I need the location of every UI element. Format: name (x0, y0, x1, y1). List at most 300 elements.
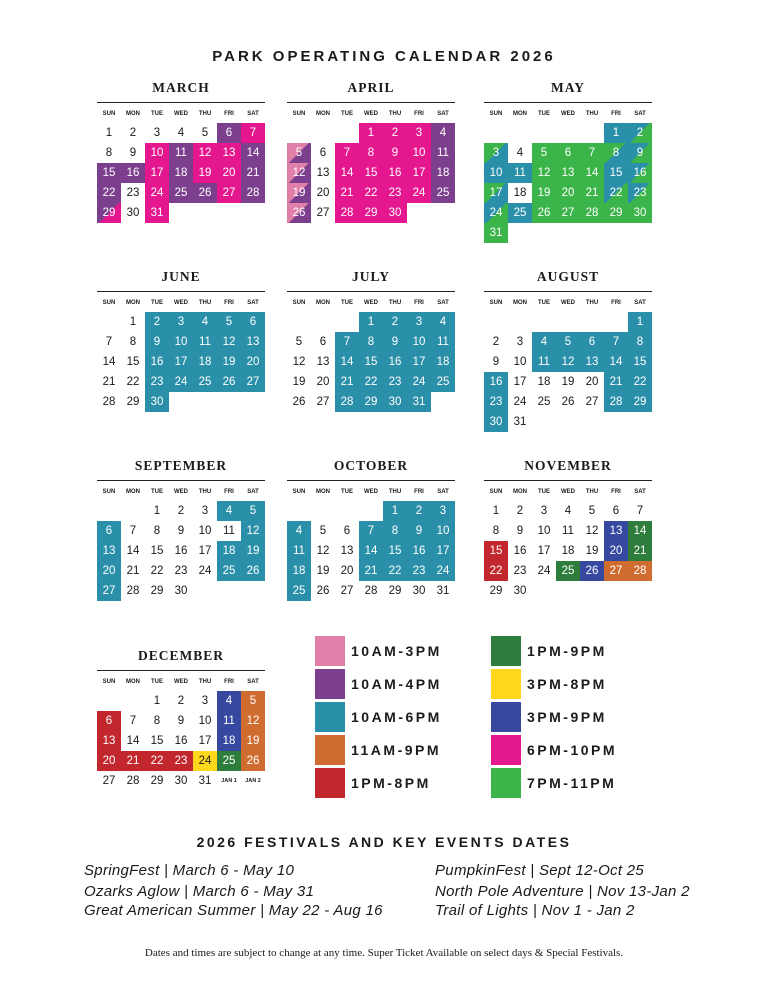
day-cell: 3 (431, 501, 455, 521)
day-cell: 25 (169, 183, 193, 203)
day-cell: 1 (492, 505, 500, 517)
day-cell: 29 (126, 396, 140, 408)
day-cell: 19 (241, 541, 265, 561)
day-cell: 4 (217, 691, 241, 711)
day-cell: 8 (604, 143, 628, 163)
day-cell: 5 (532, 143, 556, 163)
day-cell: 2 (145, 312, 169, 332)
day-cell: 24 (513, 396, 527, 408)
day-cell: 19 (217, 352, 241, 372)
day-cell: 16 (407, 541, 431, 561)
day-cell: 17 (407, 352, 431, 372)
legend-swatch (491, 735, 521, 765)
day-cell: 28 (580, 203, 604, 223)
weekday-header: FRI (611, 300, 621, 306)
legend-swatch (491, 669, 521, 699)
month-september (97, 458, 265, 601)
weekday-header: MON (316, 111, 330, 117)
day-cell: 13 (604, 521, 628, 541)
legend-swatch (315, 702, 345, 732)
day-cell: 18 (169, 163, 193, 183)
day-cell: 26 (287, 203, 311, 223)
day-cell: 12 (532, 163, 556, 183)
weekday-header: FRI (414, 300, 424, 306)
day-cell: 1 (105, 127, 113, 139)
day-cell: 26 (580, 561, 604, 581)
day-cell: 8 (628, 332, 652, 352)
day-cell: 4 (564, 505, 572, 517)
month-name: OCTOBER (333, 458, 409, 473)
day-cell: 24 (537, 565, 551, 577)
day-cell: 16 (513, 545, 527, 557)
day-cell: 30 (383, 392, 407, 412)
day-cell: 10 (198, 715, 212, 727)
day-cell: 25 (431, 372, 455, 392)
day-cell: 4 (193, 312, 217, 332)
legend-swatch (491, 702, 521, 732)
day-cell: 18 (217, 541, 241, 561)
day-cell: 22 (484, 561, 508, 581)
day-cell: 27 (217, 183, 241, 203)
day-cell: 11 (562, 525, 574, 537)
day-cell: 16 (484, 372, 508, 392)
day-cell: 26 (561, 396, 575, 408)
legend-label: 11AM-9PM (351, 742, 442, 758)
day-cell: 27 (585, 396, 599, 408)
month-days (97, 109, 265, 223)
day-cell: 18 (431, 163, 455, 183)
month-divider (97, 291, 265, 292)
weekday-header: MON (513, 111, 527, 117)
day-cell: 3 (484, 143, 508, 163)
day-cell: 14 (580, 163, 604, 183)
day-cell: 1 (604, 123, 628, 143)
weekday-header: WED (561, 489, 575, 495)
month-divider (97, 480, 265, 481)
day-cell: 2 (177, 505, 185, 517)
weekday-header: TUE (151, 679, 163, 685)
day-cell: 1 (153, 695, 161, 707)
day-cell: 11 (431, 143, 455, 163)
weekday-header: THU (388, 300, 402, 306)
day-cell: 20 (241, 352, 265, 372)
weekday-header: FRI (414, 111, 424, 117)
day-cell: 14 (102, 356, 116, 368)
day-cell: 30 (513, 585, 527, 597)
weekday-header: SAT (634, 489, 646, 495)
day-cell: 8 (129, 336, 137, 348)
day-cell: 13 (97, 731, 121, 751)
weekday-header: THU (388, 111, 402, 117)
legend-swatch (315, 669, 345, 699)
day-cell: 1 (628, 312, 652, 332)
weekday-header: WED (561, 300, 575, 306)
day-cell: 16 (145, 352, 169, 372)
event-pumpkinfest: PumpkinFest | Sept 12-Oct 25 (435, 862, 645, 879)
day-cell: 7 (604, 332, 628, 352)
month-divider (484, 102, 652, 103)
day-cell: 20 (316, 187, 330, 199)
day-cell: 11 (532, 352, 556, 372)
day-cell: 13 (217, 143, 241, 163)
weekday-header: MON (126, 489, 140, 495)
weekday-header: WED (174, 111, 188, 117)
day-cell: 13 (241, 332, 265, 352)
day-cell: 6 (319, 147, 327, 159)
day-cell: 27 (316, 207, 330, 219)
weekday-header: FRI (611, 111, 621, 117)
weekday-header: THU (198, 489, 212, 495)
day-cell: 16 (121, 163, 145, 183)
weekday-header: TUE (538, 489, 550, 495)
month-divider (484, 480, 652, 481)
month-april (287, 80, 455, 223)
day-cell: 22 (359, 183, 383, 203)
day-cell: 5 (588, 505, 596, 517)
day-cell: 2 (492, 336, 500, 348)
weekday-header: THU (585, 111, 599, 117)
day-cell: 17 (198, 545, 212, 557)
day-cell: 29 (489, 585, 503, 597)
weekday-header: FRI (611, 489, 621, 495)
day-cell: 16 (383, 163, 407, 183)
weekday-header: THU (198, 111, 212, 117)
day-cell: 25 (287, 581, 311, 601)
weekday-header: SUN (292, 489, 306, 495)
next-year-day-cell: JAN 2 (245, 778, 261, 784)
weekday-header: SAT (634, 300, 646, 306)
day-cell: 28 (335, 203, 359, 223)
day-cell: 29 (97, 203, 121, 223)
day-cell: 27 (97, 581, 121, 601)
month-divider (287, 102, 455, 103)
weekday-header: MON (513, 300, 527, 306)
weekday-header: SUN (102, 111, 116, 117)
month-name: SEPTEMBER (134, 458, 228, 473)
day-cell: 20 (604, 541, 628, 561)
day-cell: 6 (319, 336, 327, 348)
day-cell: 15 (97, 163, 121, 183)
month-august (484, 269, 652, 432)
day-cell: 14 (604, 352, 628, 372)
day-cell: 17 (513, 376, 527, 388)
day-cell: 10 (407, 143, 431, 163)
day-cell: 12 (241, 711, 265, 731)
month-december (97, 648, 265, 791)
day-cell: 23 (513, 565, 527, 577)
day-cell: 4 (516, 147, 524, 159)
day-cell: 28 (126, 775, 140, 787)
day-cell: 21 (335, 372, 359, 392)
day-cell: 9 (177, 715, 185, 727)
day-cell: 12 (193, 143, 217, 163)
weekday-header: SUN (102, 489, 116, 495)
day-cell: 5 (295, 336, 303, 348)
day-cell: 19 (193, 163, 217, 183)
day-cell: 10 (513, 356, 527, 368)
legend-label: 7PM-11PM (527, 775, 617, 791)
day-cell: 25 (217, 751, 241, 771)
day-cell: 19 (292, 376, 306, 388)
day-cell: 3 (407, 123, 431, 143)
day-cell: 7 (335, 143, 359, 163)
weekday-header: WED (174, 300, 188, 306)
day-cell: 2 (383, 123, 407, 143)
weekday-header: SAT (437, 111, 449, 117)
weekday-header: TUE (151, 111, 163, 117)
weekday-header: MON (513, 489, 527, 495)
day-cell: 27 (604, 561, 628, 581)
day-cell: 25 (193, 372, 217, 392)
day-cell: 15 (359, 163, 383, 183)
weekday-header: WED (364, 489, 378, 495)
day-cell: 7 (241, 123, 265, 143)
legend-swatch (491, 768, 521, 798)
legend-label: 3PM-8PM (527, 676, 607, 692)
day-cell: 1 (153, 505, 161, 517)
weekday-header: WED (174, 679, 188, 685)
day-cell: 29 (150, 775, 164, 787)
month-may (484, 80, 652, 243)
day-cell: 9 (628, 143, 652, 163)
day-cell: 15 (150, 735, 164, 747)
day-cell: 21 (121, 751, 145, 771)
day-cell: 31 (145, 203, 169, 223)
day-cell: 5 (241, 691, 265, 711)
weekday-header: SUN (102, 300, 116, 306)
day-cell: 13 (580, 352, 604, 372)
day-cell: 23 (174, 565, 188, 577)
day-cell: 28 (102, 396, 116, 408)
day-cell: 26 (316, 585, 330, 597)
day-cell: 15 (628, 352, 652, 372)
day-cell: 23 (383, 372, 407, 392)
weekday-header: MON (126, 111, 140, 117)
day-cell: 4 (431, 312, 455, 332)
day-cell: 6 (556, 143, 580, 163)
weekday-header: SUN (489, 300, 503, 306)
month-name: DECEMBER (137, 648, 224, 663)
day-cell: 20 (316, 376, 330, 388)
month-days (484, 109, 652, 243)
weekday-header: SAT (247, 489, 259, 495)
weekday-header: THU (198, 300, 212, 306)
day-cell: 19 (561, 376, 575, 388)
weekday-header: SUN (489, 489, 503, 495)
day-cell: 15 (126, 356, 140, 368)
day-cell: 24 (145, 183, 169, 203)
day-cell: 3 (201, 695, 209, 707)
weekday-header: MON (316, 300, 330, 306)
day-cell: 10 (484, 163, 508, 183)
day-cell: 24 (198, 565, 212, 577)
legend-label: 10AM-3PM (351, 643, 442, 659)
day-cell: 9 (383, 332, 407, 352)
day-cell: 29 (359, 203, 383, 223)
day-cell: 9 (129, 147, 137, 159)
day-cell: 14 (628, 521, 652, 541)
day-cell: 8 (359, 332, 383, 352)
month-days (97, 298, 265, 412)
day-cell: 7 (636, 505, 644, 517)
day-cell: 22 (145, 751, 169, 771)
day-cell: 7 (129, 715, 137, 727)
day-cell: 6 (241, 312, 265, 332)
day-cell: 13 (340, 545, 354, 557)
day-cell: 13 (316, 167, 330, 179)
day-cell: 13 (556, 163, 580, 183)
day-cell: 11 (431, 332, 455, 352)
day-cell: 31 (484, 223, 508, 243)
legend-label: 3PM-9PM (527, 709, 607, 725)
day-cell: 26 (241, 751, 265, 771)
weekday-header: SUN (292, 111, 306, 117)
day-cell: 6 (612, 505, 620, 517)
weekday-header: SUN (292, 300, 306, 306)
day-cell: 13 (97, 541, 121, 561)
day-cell: 3 (516, 336, 524, 348)
day-cell: 14 (126, 545, 140, 557)
day-cell: 3 (153, 127, 161, 139)
day-cell: 29 (359, 392, 383, 412)
day-cell: 27 (340, 585, 354, 597)
day-cell: 23 (484, 392, 508, 412)
day-cell: 22 (150, 565, 164, 577)
day-cell: 22 (628, 372, 652, 392)
day-cell: 20 (585, 376, 599, 388)
day-cell: 16 (628, 163, 652, 183)
day-cell: 21 (241, 163, 265, 183)
day-cell: 25 (537, 396, 551, 408)
month-july (287, 269, 455, 412)
day-cell: 17 (198, 735, 212, 747)
weekday-header: TUE (341, 111, 353, 117)
day-cell: 11 (287, 541, 311, 561)
day-cell: 9 (177, 525, 185, 537)
month-name: AUGUST (536, 269, 600, 284)
day-cell: 23 (145, 372, 169, 392)
day-cell: 1 (359, 123, 383, 143)
day-cell: 17 (145, 163, 169, 183)
day-cell: 30 (484, 412, 508, 432)
day-cell: 5 (556, 332, 580, 352)
day-cell: 3 (407, 312, 431, 332)
weekday-header: FRI (224, 300, 234, 306)
day-cell: 12 (556, 352, 580, 372)
day-cell: 27 (556, 203, 580, 223)
day-cell: 14 (359, 541, 383, 561)
day-cell: 24 (193, 751, 217, 771)
day-cell: 21 (335, 183, 359, 203)
day-cell: 16 (383, 352, 407, 372)
day-cell: 23 (407, 561, 431, 581)
day-cell: 29 (388, 585, 402, 597)
event-ozarks-aglow: Ozarks Aglow | March 6 - May 31 (84, 883, 315, 900)
month-name: APRIL (347, 80, 395, 95)
day-cell: 30 (383, 203, 407, 223)
day-cell: 12 (585, 525, 599, 537)
day-cell: 27 (102, 775, 116, 787)
weekday-header: WED (364, 300, 378, 306)
day-cell: 8 (492, 525, 500, 537)
day-cell: 15 (359, 352, 383, 372)
day-cell: 18 (561, 545, 575, 557)
day-cell: 17 (169, 352, 193, 372)
day-cell: 3 (169, 312, 193, 332)
weekday-header: WED (364, 111, 378, 117)
day-cell: 3 (201, 505, 209, 517)
weekday-header: SAT (437, 489, 449, 495)
month-days (484, 298, 652, 432)
day-cell: 22 (359, 372, 383, 392)
weekday-header: FRI (414, 489, 424, 495)
day-cell: 21 (580, 183, 604, 203)
day-cell: 21 (359, 561, 383, 581)
weekday-header: SAT (634, 111, 646, 117)
month-divider (287, 480, 455, 481)
day-cell: 11 (169, 143, 193, 163)
day-cell: 30 (174, 775, 188, 787)
day-cell: 15 (383, 541, 407, 561)
month-days (484, 487, 652, 601)
weekday-header: THU (388, 489, 402, 495)
day-cell: 5 (319, 525, 327, 537)
day-cell: 8 (153, 715, 161, 727)
weekday-header: SUN (102, 679, 116, 685)
day-cell: 24 (484, 203, 508, 223)
day-cell: 24 (407, 183, 431, 203)
weekday-header: TUE (538, 111, 550, 117)
day-cell: 8 (359, 143, 383, 163)
day-cell: 19 (287, 183, 311, 203)
day-cell: 22 (97, 183, 121, 203)
day-cell: 20 (217, 163, 241, 183)
day-cell: 14 (126, 735, 140, 747)
day-cell: 4 (287, 521, 311, 541)
event-trail-of-lights: Trail of Lights | Nov 1 - Jan 2 (435, 902, 635, 919)
day-cell: 21 (628, 541, 652, 561)
legend-swatch (315, 636, 345, 666)
day-cell: 25 (508, 203, 532, 223)
legend-label: 1PM-9PM (527, 643, 607, 659)
day-cell: 3 (540, 505, 548, 517)
day-cell: 4 (217, 501, 241, 521)
day-cell: 30 (628, 203, 652, 223)
day-cell: 24 (431, 561, 455, 581)
day-cell: 18 (193, 352, 217, 372)
legend-label: 1PM-8PM (351, 775, 431, 791)
day-cell: 28 (335, 392, 359, 412)
month-name: MAY (550, 80, 585, 95)
day-cell: 28 (604, 392, 628, 412)
day-cell: 30 (145, 392, 169, 412)
month-divider (287, 291, 455, 292)
day-cell: 6 (580, 332, 604, 352)
day-cell: 9 (383, 143, 407, 163)
weekday-header: WED (174, 489, 188, 495)
day-cell: 31 (407, 392, 431, 412)
day-cell: 5 (201, 127, 209, 139)
day-cell: 19 (585, 545, 599, 557)
event-springfest: SpringFest | March 6 - May 10 (84, 862, 295, 879)
day-cell: 1 (383, 501, 407, 521)
weekday-header: TUE (538, 300, 550, 306)
month-november (484, 458, 652, 601)
day-cell: 7 (335, 332, 359, 352)
weekday-header: MON (126, 679, 140, 685)
day-cell: 15 (150, 545, 164, 557)
day-cell: 28 (628, 561, 652, 581)
